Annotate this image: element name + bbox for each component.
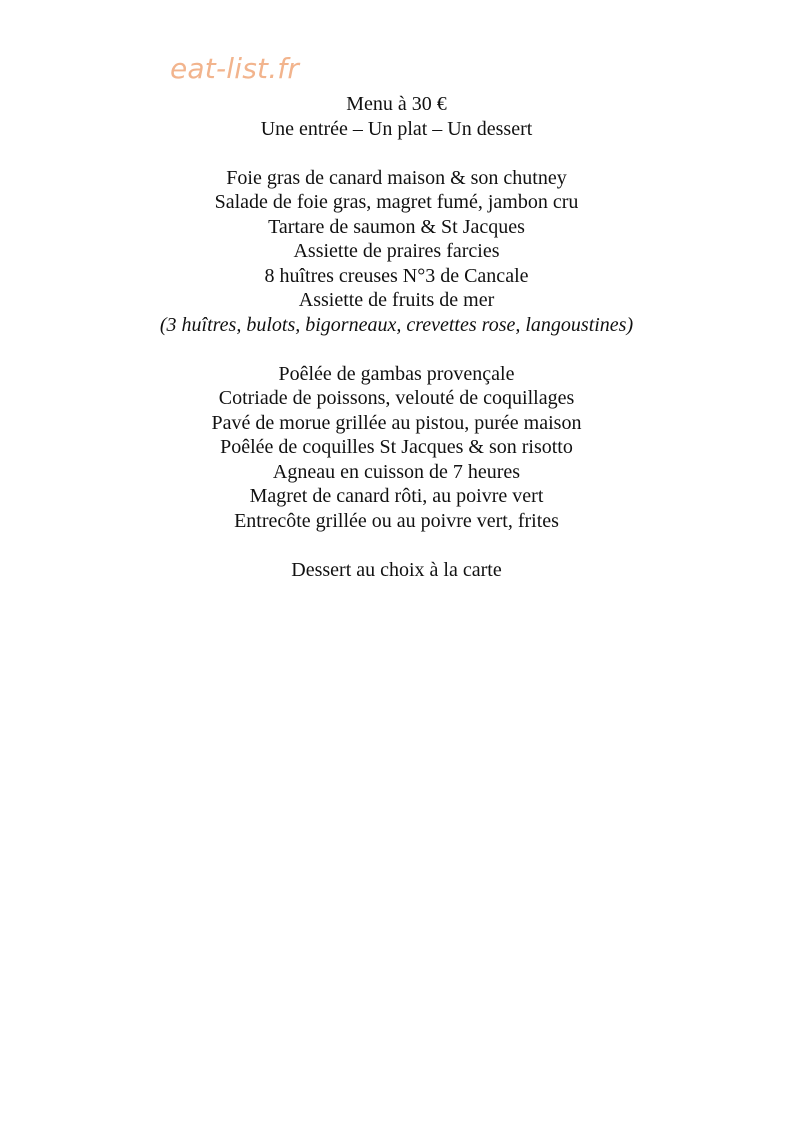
dessert-line: Dessert au choix à la carte bbox=[291, 558, 502, 581]
menu-title: Menu à 30 € bbox=[346, 93, 447, 115]
menu-formula: Une entrée – Un plat – Un dessert bbox=[260, 117, 533, 140]
watermark-logo: eat-list.fr bbox=[170, 52, 300, 85]
section-spacer bbox=[0, 141, 793, 166]
main-item: Poêlée de coquilles St Jacques & son risotto bbox=[220, 436, 573, 458]
section-spacer bbox=[0, 533, 793, 558]
section-spacer bbox=[0, 337, 793, 362]
main-item: Entrecôte grillée ou au poivre vert, frites bbox=[234, 509, 559, 532]
main-item: Cotriade de poissons, velouté de coquillages bbox=[218, 387, 575, 409]
starter-item: 8 huîtres creuses N°3 de Cancale bbox=[264, 264, 529, 287]
starter-item: Tartare de saumon & St Jacques bbox=[268, 215, 525, 238]
mains-section bbox=[0, 362, 793, 534]
menu-document bbox=[0, 92, 793, 582]
starter-item: Assiette de praires farcies bbox=[293, 240, 500, 262]
starter-note: (3 huîtres, bulots, bigorneaux, crevettes rose, langoustines) bbox=[159, 313, 634, 336]
starter-item: Assiette de fruits de mer bbox=[298, 289, 495, 311]
main-item: Pavé de morue grillée au pistou, purée maison bbox=[211, 411, 582, 434]
starters-section bbox=[0, 166, 793, 338]
main-item: Poêlée de gambas provençale bbox=[278, 362, 515, 385]
main-item: Agneau en cuisson de 7 heures bbox=[272, 460, 521, 483]
starter-item: Foie gras de canard maison & son chutney bbox=[226, 166, 567, 189]
main-item: Magret de canard rôti, au poivre vert bbox=[249, 485, 544, 507]
starter-item: Salade de foie gras, magret fumé, jambon cru bbox=[214, 191, 579, 213]
